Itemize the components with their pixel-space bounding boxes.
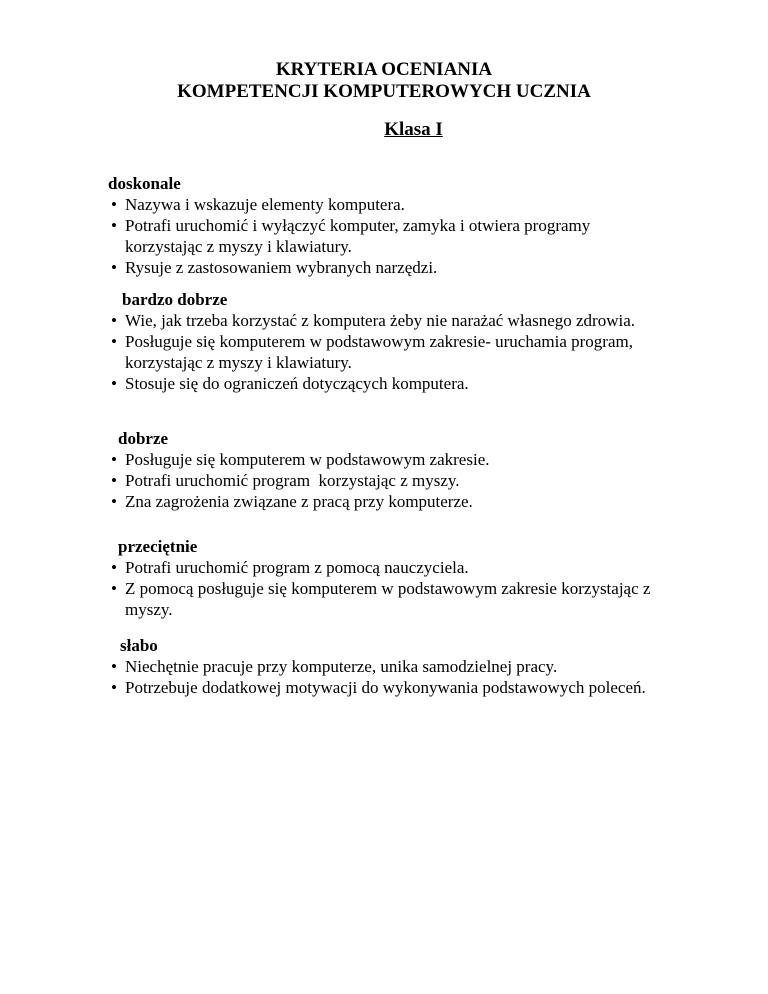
list-item bbox=[108, 373, 668, 394]
bullet-icon: • bbox=[111, 678, 117, 697]
list-item-text: Zna zagrożenia związane z pracą przy komputerze. bbox=[125, 492, 473, 511]
bullet-icon: • bbox=[111, 471, 117, 490]
bullet-icon: • bbox=[111, 579, 117, 598]
document-subtitle: Klasa I bbox=[384, 119, 443, 140]
list-item-text: Potrafi uruchomić i wyłączyć komputer, zamyka i otwiera programy korzystając z myszy i klawiatury. bbox=[125, 216, 591, 256]
list-item-text: Potrzebuje dodatkowej motywacji do wykonywania podstawowych poleceń. bbox=[125, 678, 646, 697]
list-item bbox=[108, 470, 668, 491]
section-label: bardzo dobrze bbox=[122, 290, 228, 309]
list-item bbox=[108, 656, 668, 677]
bullet-icon: • bbox=[111, 558, 117, 577]
list-item bbox=[108, 677, 668, 698]
document-title-line2: KOMPETENCJI KOMPUTEROWYCH UCZNIA bbox=[177, 81, 591, 102]
document-title-line1: KRYTERIA OCENIANIA bbox=[275, 59, 493, 80]
section-label: doskonale bbox=[108, 174, 181, 193]
list-item bbox=[108, 215, 668, 257]
grade-section-doskonale bbox=[108, 173, 668, 278]
list-item bbox=[108, 449, 668, 470]
criteria-list bbox=[108, 449, 668, 512]
grade-section-bardzo-dobrze bbox=[108, 289, 668, 394]
criteria-list bbox=[108, 557, 668, 620]
criteria-list bbox=[108, 194, 668, 278]
list-item bbox=[108, 257, 668, 278]
criteria-list bbox=[108, 310, 668, 394]
bullet-icon: • bbox=[111, 657, 117, 676]
list-item-text: Stosuje się do ograniczeń dotyczących komputera. bbox=[125, 374, 469, 393]
grade-section-slabo bbox=[108, 635, 668, 698]
list-item bbox=[108, 557, 668, 578]
bullet-icon: • bbox=[111, 258, 117, 277]
section-label: słabo bbox=[120, 636, 158, 655]
grade-section-przecietnie bbox=[108, 536, 668, 620]
grade-section-dobrze bbox=[108, 428, 668, 512]
bullet-icon: • bbox=[111, 195, 117, 214]
list-item bbox=[108, 194, 668, 215]
list-item-text: Rysuje z zastosowaniem wybranych narzędzi. bbox=[125, 258, 438, 277]
bullet-icon: • bbox=[111, 332, 117, 351]
list-item bbox=[108, 578, 668, 620]
criteria-list bbox=[108, 656, 668, 698]
bullet-icon: • bbox=[111, 450, 117, 469]
list-item-text: Posługuje się komputerem w podstawowym zakresie. bbox=[125, 450, 490, 469]
list-item-text: Potrafi uruchomić program korzystając z myszy. bbox=[125, 471, 460, 490]
list-item-text: Wie, jak trzeba korzystać z komputera żeby nie narażać własnego zdrowia. bbox=[125, 311, 636, 330]
list-item bbox=[108, 491, 668, 512]
list-item-text: Z pomocą posługuje się komputerem w podstawowym zakresie korzystając z myszy. bbox=[125, 579, 651, 619]
list-item bbox=[108, 331, 668, 373]
list-item bbox=[108, 310, 668, 331]
bullet-icon: • bbox=[111, 374, 117, 393]
section-label: przeciętnie bbox=[118, 537, 198, 556]
section-label: dobrze bbox=[118, 429, 169, 448]
list-item-text: Posługuje się komputerem w podstawowym zakresie- uruchamia program, korzystając z myszy i klawiatury. bbox=[125, 332, 633, 372]
list-item-text: Niechętnie pracuje przy komputerze, unika samodzielnej pracy. bbox=[125, 657, 558, 676]
list-item-text: Nazywa i wskazuje elementy komputera. bbox=[125, 195, 405, 214]
bullet-icon: • bbox=[111, 311, 117, 330]
bullet-icon: • bbox=[111, 216, 117, 235]
bullet-icon: • bbox=[111, 492, 117, 511]
list-item-text: Potrafi uruchomić program z pomocą nauczyciela. bbox=[125, 558, 469, 577]
